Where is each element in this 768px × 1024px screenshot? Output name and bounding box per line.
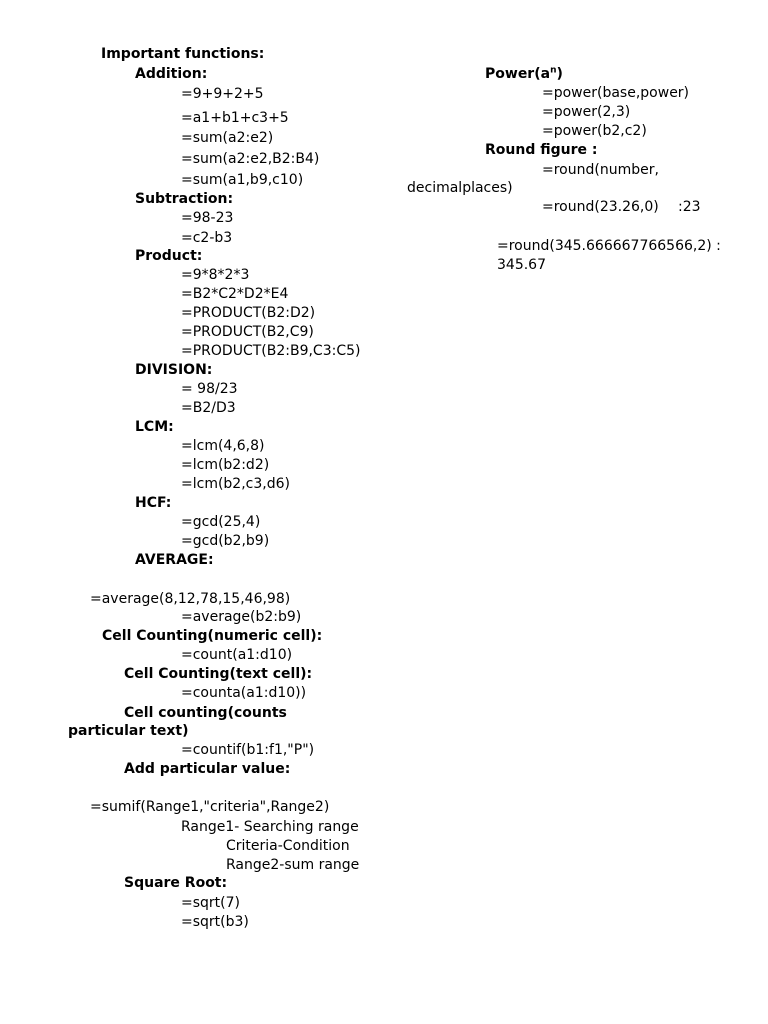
sumif-note: Criteria-Condition: [226, 838, 350, 854]
product-formula: =PRODUCT(B2:D2): [181, 305, 316, 321]
power-formula: =power(2,3): [542, 104, 631, 120]
countif-heading-continued: particular text): [68, 723, 189, 739]
round-formula: =round(number,: [542, 162, 659, 178]
round-formula: =round(345.666667766566,2) :: [497, 238, 721, 254]
sumif-formula: =sumif(Range1,"criteria",Range2): [90, 799, 330, 815]
round-heading: Round figure :: [485, 142, 598, 158]
count-numeric-heading: Cell Counting(numeric cell):: [102, 628, 323, 644]
round-result: :23: [678, 199, 701, 215]
subtraction-formula: =98-23: [181, 210, 234, 226]
average-formula: =average(8,12,78,15,46,98): [90, 591, 291, 607]
average-heading: AVERAGE:: [135, 552, 214, 568]
addition-formula: =sum(a2:e2,B2:B4): [181, 151, 320, 167]
subtraction-formula: =c2-b3: [181, 230, 233, 246]
product-formula: =PRODUCT(B2,C9): [181, 324, 314, 340]
lcm-formula: =lcm(4,6,8): [181, 438, 265, 454]
division-heading: DIVISION:: [135, 362, 213, 378]
addition-formula: =a1+b1+c3+5: [181, 110, 289, 126]
product-formula: =PRODUCT(B2:B9,C3:C5): [181, 343, 361, 359]
lcm-formula: =lcm(b2,c3,d6): [181, 476, 290, 492]
count-text-heading: Cell Counting(text cell):: [124, 666, 313, 682]
sumif-note: Range1- Searching range: [181, 819, 359, 835]
addition-formula: =sum(a2:e2): [181, 130, 274, 146]
lcm-heading: LCM:: [135, 419, 174, 435]
power-heading: $Power(a^n)$: [485, 65, 563, 82]
hcf-heading: HCF:: [135, 495, 172, 511]
product-formula: =B2*C2*D2*E4: [181, 286, 289, 302]
countif-heading: Cell counting(counts: [124, 705, 287, 721]
round-result: 345.67: [497, 257, 546, 273]
lcm-formula: =lcm(b2:d2): [181, 457, 270, 473]
round-formula-continued: decimalplaces): [407, 180, 513, 196]
subtraction-heading: Subtraction:: [135, 191, 234, 207]
hcf-formula: =gcd(b2,b9): [181, 533, 270, 549]
page-title: Important functions:: [101, 46, 265, 62]
division-formula: =B2/D3: [181, 400, 236, 416]
product-formula: =9*8*2*3: [181, 267, 250, 283]
count-formula: =count(a1:d10): [181, 647, 293, 663]
sqrt-heading: Square Root:: [124, 875, 228, 891]
round-formula: =round(23.26,0): [542, 199, 659, 215]
addition-formula: =sum(a1,b9,c10): [181, 172, 304, 188]
sumif-heading: Add particular value:: [124, 761, 291, 777]
addition-heading: Addition:: [135, 66, 208, 82]
addition-formula: =9+9+2+5: [181, 86, 264, 102]
sqrt-formula: =sqrt(b3): [181, 914, 249, 930]
sumif-note: Range2-sum range: [226, 857, 360, 873]
power-formula: =power(base,power): [542, 85, 690, 101]
division-formula: = 98/23: [181, 381, 238, 397]
average-formula: =average(b2:b9): [181, 609, 302, 625]
product-heading: Product:: [135, 248, 203, 264]
power-formula: =power(b2,c2): [542, 123, 647, 139]
countif-formula: =countif(b1:f1,"P"): [181, 742, 315, 758]
sqrt-formula: =sqrt(7): [181, 895, 240, 911]
hcf-formula: =gcd(25,4): [181, 514, 261, 530]
counta-formula: =counta(a1:d10)): [181, 685, 307, 701]
